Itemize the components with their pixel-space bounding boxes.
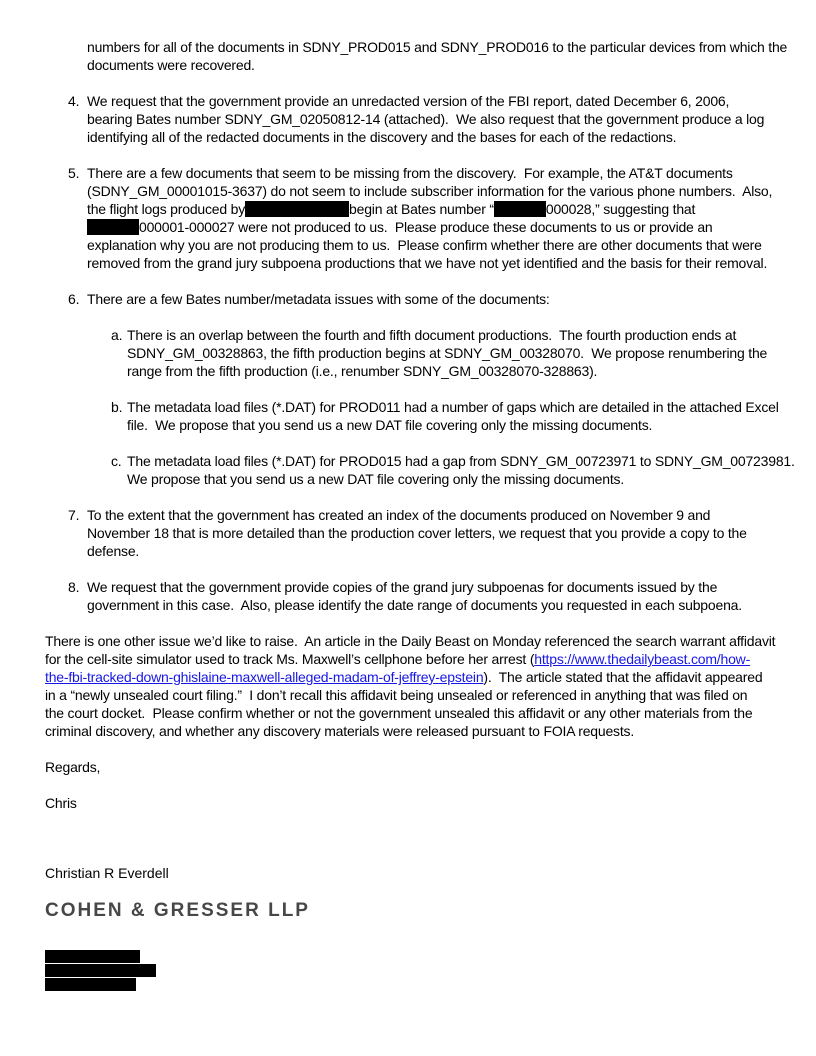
signature-name: Christian R Everdell	[45, 865, 169, 881]
list-marker: 7.	[68, 507, 80, 523]
text-segment: ). The article stated that the affidavit appeared	[483, 669, 763, 685]
daily-beast-link[interactable]: https://www.thedailybeast.com/how-	[534, 651, 751, 667]
text-line: There are a few documents that seem to be missing from the discovery. For example, the AT&T documents	[87, 165, 733, 181]
text-line: identifying all of the redacted documents in the discovery and the bases for each of the redactions.	[87, 129, 677, 145]
list-marker: 4.	[68, 93, 80, 109]
text-line	[45, 650, 771, 668]
text-line: (SDNY_GM_00001015-3637) do not seem to include subscriber information for the various phone numbers. Also,	[87, 183, 773, 199]
text-line: Chris	[45, 795, 77, 811]
text-line: explanation why you are not producing them to us. Please confirm whether there are other documents that were	[87, 237, 762, 253]
letter-body	[45, 38, 795, 992]
text-line: We request that the government provide an unredacted version of the FBI report, dated December 6, 2006,	[87, 93, 730, 109]
list-item-7	[45, 506, 771, 560]
list-item-b	[45, 398, 779, 434]
paragraph	[45, 632, 776, 740]
text-line: range from the fifth production (i.e., renumber SDNY_GM_00328070-328863).	[127, 363, 598, 379]
text-segment: the flight logs produced by	[87, 201, 246, 217]
text-line: There are a few Bates number/metadata issues with some of the documents:	[87, 291, 550, 307]
firm-logo: COHEN & GRESSER LLP	[45, 900, 310, 921]
text-line: SDNY_GM_00328863, the fifth production begins at SDNY_GM_00328070. We propose renumbering the	[127, 345, 768, 361]
list-marker: c.	[111, 453, 122, 469]
text-line: There is one other issue we’d like to raise. An article in the Daily Beast on Monday referenced the search warrant affidavit	[45, 633, 776, 649]
list-item-c	[45, 452, 795, 488]
redaction-bar	[45, 950, 140, 963]
text-segment: 000001-000027 were not produced to us. Please produce these documents to us or provide an	[139, 219, 713, 235]
redacted-contact-block	[45, 950, 771, 991]
list-marker: 8.	[68, 579, 80, 595]
list-item-a	[45, 326, 771, 380]
text-line: file. We propose that you send us a new DAT file covering only the missing documents.	[127, 417, 653, 433]
text-line: We propose that you send us a new DAT file covering only the missing documents.	[127, 471, 625, 487]
letter-paragraphs	[45, 38, 795, 812]
text-segment: begin at Bates number “	[349, 201, 494, 217]
text-segment: 000028,” suggesting that	[545, 201, 696, 217]
text-line: criminal discovery, and whether any discovery materials were released pursuant to FOIA requests.	[45, 723, 635, 739]
text-line: The metadata load files (*.DAT) for PROD015 had a gap from SDNY_GM_00723971 to SDNY_GM_00723981.	[127, 453, 795, 469]
text-line: bearing Bates number SDNY_GM_02050812-14 (attached). We also request that the government produce a log	[87, 111, 765, 127]
text-line: There is an overlap between the fourth and fifth document productions. The fourth production ends at	[127, 327, 737, 343]
list-marker: 6.	[68, 291, 80, 307]
list-item-6	[45, 290, 771, 308]
text-line: in a “newly unsealed court filing.” I don’t recall this affidavit being unsealed or referenced in anything that was filed on	[45, 687, 748, 703]
text-line: numbers for all of the documents in SDNY_PROD015 and SDNY_PROD016 to the particular devices from which the	[87, 39, 788, 55]
list-marker: 5.	[68, 165, 80, 181]
text-line: government in this case. Also, please identify the date range of documents you requested in each subpoena.	[87, 597, 742, 613]
text-line	[45, 668, 771, 686]
paragraph	[45, 38, 788, 74]
list-item-4	[45, 92, 771, 146]
text-line: documents were recovered.	[87, 57, 255, 73]
text-line: We request that the government provide copies of the grand jury subpoenas for documents issued by the	[87, 579, 718, 595]
daily-beast-link[interactable]: the-fbi-tracked-down-ghislaine-maxwell-alleged-madam-of-jeffrey-epstein	[45, 669, 484, 685]
paragraph	[45, 794, 771, 812]
redaction-box	[87, 219, 139, 235]
paragraph	[45, 758, 771, 776]
list-marker: b.	[111, 399, 123, 415]
redaction-bar	[45, 964, 156, 977]
list-marker: a.	[111, 327, 123, 343]
redaction-box	[494, 201, 546, 217]
text-line	[87, 200, 771, 218]
text-line: Regards,	[45, 759, 101, 775]
text-line: the court docket. Please confirm whether or not the government unsealed this affidavit or any other materials from the	[45, 705, 753, 721]
text-line: To the extent that the government has created an index of the documents produced on November 9 and	[87, 507, 711, 523]
text-line: November 18 that is more detailed than the production cover letters, we request that you provide a copy to the	[87, 525, 747, 541]
text-line: The metadata load files (*.DAT) for PROD011 had a number of gaps which are detailed in the attached Excel	[127, 399, 779, 415]
text-segment: for the cell-site simulator used to track Ms. Maxwell’s cellphone before her arrest (	[45, 651, 535, 667]
redaction-box	[245, 201, 349, 217]
text-line: defense.	[87, 543, 140, 559]
text-line	[87, 218, 771, 236]
redaction-bar	[45, 978, 136, 991]
text-line: removed from the grand jury subpoena productions that we have not yet identified and the basis for their removal.	[87, 255, 768, 271]
list-item-8	[45, 578, 771, 614]
list-item-5	[45, 164, 771, 272]
